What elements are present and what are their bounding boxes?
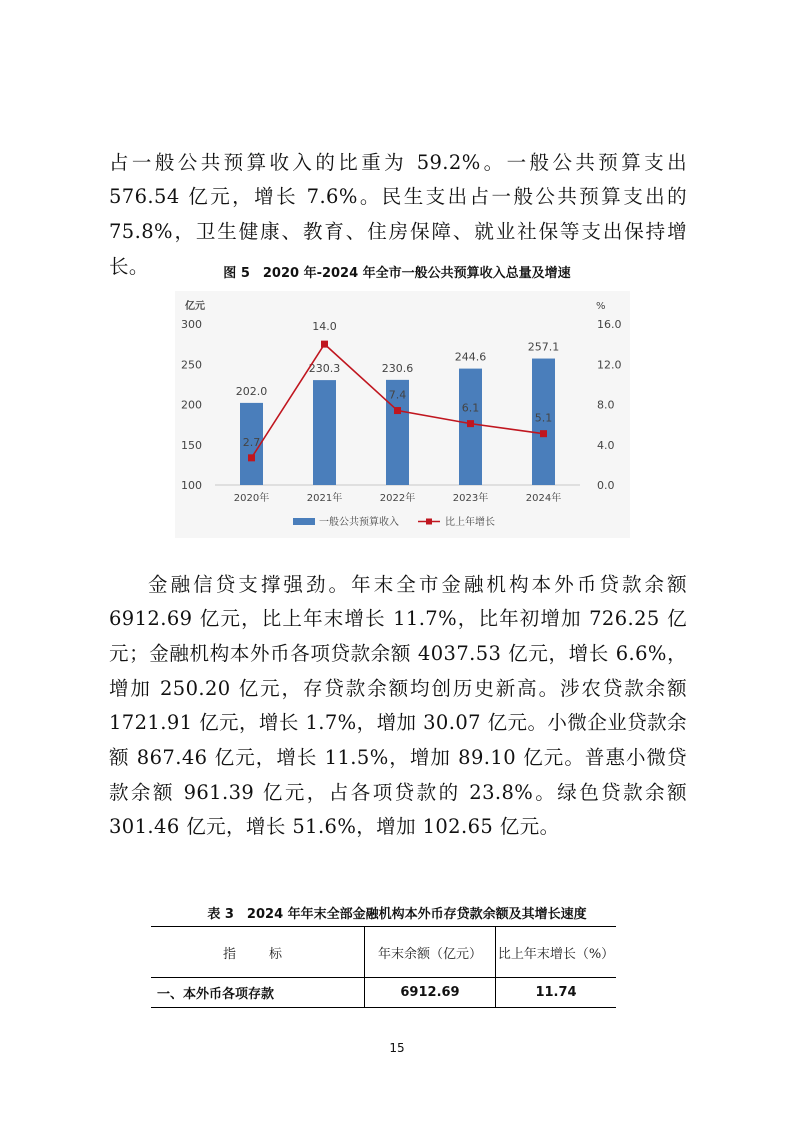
growth-point (321, 341, 328, 348)
bar-data-label: 244.6 (454, 350, 487, 364)
row-indicator: 一、本外币各项存款 (151, 978, 365, 1008)
legend-label-growth: 比上年增长 (445, 517, 495, 528)
figure-caption: 图 5 2020 年-2024 年全市一般公共预算收入总量及增速 (223, 266, 571, 281)
header-growth: 比上年末增长（%） (496, 927, 617, 978)
growth-point (394, 407, 401, 414)
y-right-tick-label: 16.0 (597, 318, 622, 331)
bar-revenue (313, 380, 336, 485)
growth-data-label: 2.7 (242, 435, 261, 449)
growth-data-label: 14.0 (312, 320, 337, 334)
y-right-tick-label: 12.0 (597, 358, 622, 372)
legend-marker-growth (426, 519, 432, 525)
x-tick-label: 2022年 (379, 493, 416, 504)
bar-data-label: 202.0 (235, 384, 268, 398)
growth-point (540, 430, 547, 437)
paragraph-budget: 占一般公共预算收入的比重为 59.2%。一般公共预算支出 576.54 亿元，增长 7.6%。民生支出占一般公共预算支出的 75.8%，卫生健康、教育、住房保障、就业社保等支出保持增长。 (109, 150, 687, 278)
legend-swatch-revenue (293, 518, 315, 525)
page-number: 15 (389, 1041, 405, 1055)
deposit-loan-table (151, 926, 616, 1008)
row-balance: 6912.69 (365, 978, 496, 1008)
bar-data-label: 230.3 (308, 362, 341, 376)
table-header-row (151, 927, 616, 978)
y-left-tick-label: 300 (181, 318, 202, 331)
growth-point (467, 420, 474, 427)
growth-data-label: 7.4 (388, 388, 407, 402)
bar-data-label: 230.6 (381, 361, 414, 375)
legend-label-revenue: 一般公共预算收入 (319, 517, 399, 528)
y-left-tick-label: 200 (181, 398, 202, 412)
y-right-tick-label: 4.0 (597, 438, 615, 452)
budget-revenue-chart (175, 291, 630, 538)
y-right-tick-label: 8.0 (597, 398, 615, 412)
table-row (151, 978, 616, 1008)
x-tick-label: 2024年 (525, 493, 562, 504)
header-indicator: 指 标 (151, 927, 365, 978)
growth-data-label: 6.1 (461, 401, 480, 415)
row-growth: 11.74 (496, 978, 617, 1008)
x-tick-label: 2021年 (306, 493, 343, 504)
x-tick-label: 2023年 (452, 493, 489, 504)
paragraph-finance: 金融信贷支撑强劲。年末全市金融机构本外币贷款余额 6912.69 亿元，比上年末增长 11.7%，比年初增加 726.25 亿元；金融机构本外币各项贷款余额 4037.53 亿元，增长 6.6%，增加 250.20 亿元，存贷款余额均创历史新高。涉农贷款余额 1721.91 亿元，增长 1.7%，增加 30.07 亿元。小微企业贷款余额 867.46 亿元，增长 11.5%，增加 89.10 亿元。普惠小微贷款余额 961.39 亿元，占各项贷款的 23.8%。绿色贷款余额 301.46 亿元，增长 51.6%，增加 102.65 亿元。 (109, 572, 687, 839)
growth-data-label: 5.1 (534, 411, 553, 425)
y-left-tick-label: 250 (181, 358, 202, 372)
y-left-tick-label: 100 (181, 479, 202, 492)
growth-point (248, 454, 255, 461)
x-tick-label: 2020年 (233, 493, 270, 504)
chart-container (175, 291, 630, 538)
y-right-unit: % (596, 301, 606, 312)
header-balance: 年末余额（亿元） (365, 927, 496, 978)
y-left-unit: 亿元 (185, 301, 205, 312)
table-caption: 表 3 2024 年年末全部金融机构本外币存贷款余额及其增长速度 (207, 907, 587, 922)
bar-data-label: 257.1 (527, 340, 560, 354)
y-left-tick-label: 150 (181, 438, 202, 452)
y-right-tick-label: 0.0 (597, 479, 615, 492)
